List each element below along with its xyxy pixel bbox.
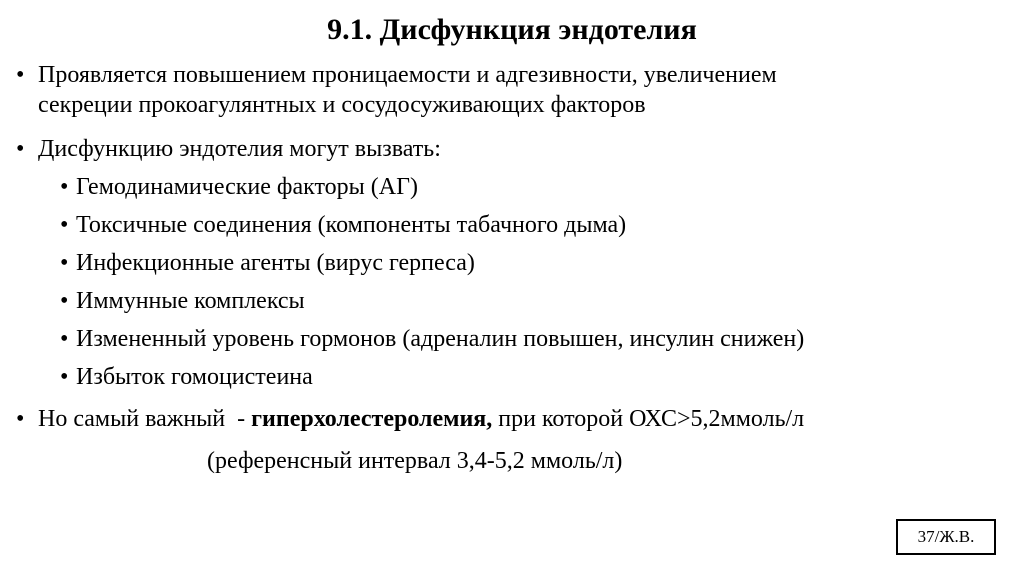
bullet-marker: • xyxy=(60,250,69,276)
bullet-1-line-2: секреции прокоагулянтных и сосудосуживающих факторов xyxy=(38,92,646,118)
bullet-marker: • xyxy=(16,62,25,88)
sub-item-text: Инфекционные агенты (вирус герпеса) xyxy=(76,250,475,276)
bullet-item-1 xyxy=(16,61,777,90)
bullet-item-2 xyxy=(16,135,441,164)
bullet-3-suffix: при которой ОХС>5,2ммоль/л xyxy=(492,406,805,432)
sub-item-text: Гемодинамические факторы (АГ) xyxy=(76,174,418,200)
sub-item xyxy=(60,249,475,278)
sub-item xyxy=(60,173,418,202)
page-number-box: 37/Ж.В. xyxy=(896,519,996,555)
bullet-marker: • xyxy=(60,212,69,238)
sub-item xyxy=(60,363,313,392)
bullet-marker: • xyxy=(60,364,69,390)
sub-item-text: Иммунные комплексы xyxy=(76,288,305,314)
bullet-marker: • xyxy=(60,326,69,352)
bullet-marker: • xyxy=(16,406,25,432)
sub-item-text: Избыток гомоцистеина xyxy=(76,364,313,390)
slide-title: 9.1. Дисфункция эндотелия xyxy=(327,13,697,46)
bullet-marker: • xyxy=(60,288,69,314)
sub-item-text: Измененный уровень гормонов (адреналин повышен, инсулин снижен) xyxy=(76,326,805,352)
bullet-item-3 xyxy=(16,405,804,434)
bullet-2-text: Дисфункцию эндотелия могут вызвать: xyxy=(38,136,441,162)
bullet-3-prefix: Но самый важный - xyxy=(38,406,252,432)
sub-item xyxy=(60,211,626,240)
reference-interval: (референсный интервал 3,4-5,2 ммоль/л) xyxy=(207,448,623,474)
bullet-1-line-1: Проявляется повышением проницаемости и адгезивности, увеличением xyxy=(38,62,777,88)
sub-item-text: Токсичные соединения (компоненты табачного дыма) xyxy=(76,212,627,238)
bullet-marker: • xyxy=(16,136,25,162)
bullet-3-bold-term: гиперхолестеролемия, xyxy=(251,406,493,432)
bullet-marker: • xyxy=(60,174,69,200)
sub-item xyxy=(60,325,804,354)
sub-item xyxy=(60,287,305,316)
